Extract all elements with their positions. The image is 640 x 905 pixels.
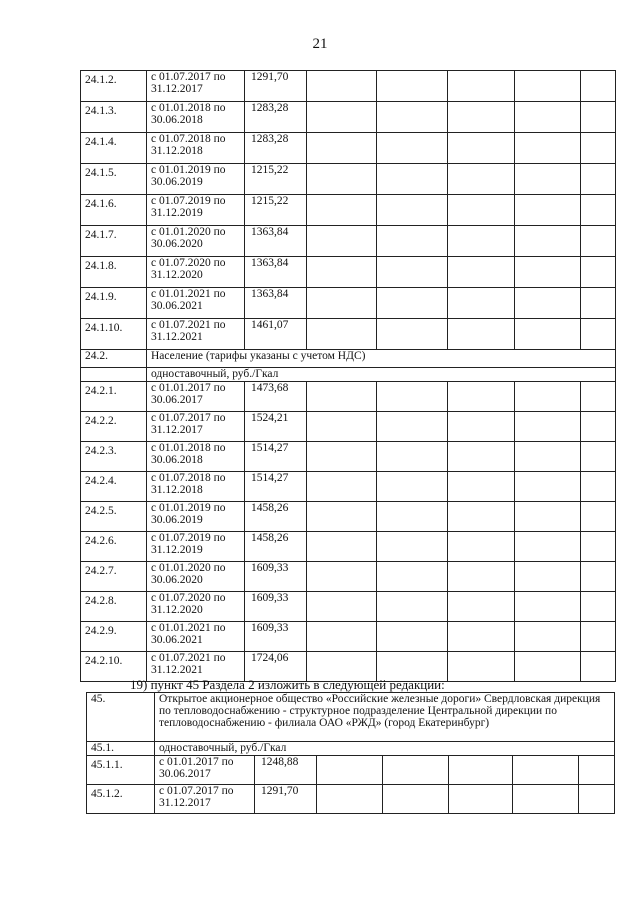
empty-cell xyxy=(377,71,448,102)
empty-cell xyxy=(377,382,448,412)
empty-cell xyxy=(377,412,448,442)
table-row xyxy=(81,382,616,412)
row-number: 45.1.2. xyxy=(87,785,155,814)
section-heading: 19) пункт 45 Раздела 2 изложить в следующей редакции: xyxy=(130,677,445,692)
empty-cell xyxy=(581,442,616,472)
row-number: 24.2. xyxy=(81,350,147,368)
empty-cell xyxy=(581,319,616,350)
empty-cell xyxy=(448,562,515,592)
empty-cell xyxy=(581,592,616,622)
empty-cell xyxy=(515,102,581,133)
table-row xyxy=(81,562,616,592)
row-number: 24.1.7. xyxy=(81,226,147,257)
empty-cell xyxy=(448,71,515,102)
row-number: 24.2.2. xyxy=(81,412,147,442)
period-cell: с 01.01.2018 по 30.06.2018 xyxy=(147,442,245,472)
period-cell: с 01.01.2017 по 30.06.2017 xyxy=(155,756,255,785)
table-row xyxy=(81,442,616,472)
period-cell: с 01.07.2017 по 31.12.2017 xyxy=(155,785,255,814)
empty-cell xyxy=(81,368,147,382)
table-row xyxy=(81,319,616,350)
empty-cell xyxy=(377,195,448,226)
empty-cell xyxy=(581,102,616,133)
tariff-value: 1283,28 xyxy=(245,102,307,133)
unit-row-24-2 xyxy=(81,368,616,382)
empty-cell xyxy=(307,257,377,288)
empty-cell xyxy=(307,532,377,562)
empty-cell xyxy=(581,164,616,195)
table-row xyxy=(81,102,616,133)
empty-cell xyxy=(513,756,579,785)
empty-cell xyxy=(307,164,377,195)
table-row xyxy=(81,133,616,164)
table-row xyxy=(81,288,616,319)
table-row xyxy=(81,472,616,502)
empty-cell xyxy=(377,257,448,288)
period-cell: с 01.07.2018 по 31.12.2018 xyxy=(147,133,245,164)
period-cell: с 01.07.2019 по 31.12.2019 xyxy=(147,195,245,226)
empty-cell xyxy=(307,288,377,319)
empty-cell xyxy=(377,164,448,195)
tariff-table-24 xyxy=(80,70,616,682)
empty-cell xyxy=(377,472,448,502)
page-number: 21 xyxy=(312,36,328,52)
empty-cell xyxy=(515,257,581,288)
org-name: Открытое акционерное общество «Российские железные дороги» Свердловская дирекция по тепловодоснабжению - структурное подразделение Центральной дирекции по тепловодоснабжению - филиала ОАО «РЖД» (город Екатеринбург) xyxy=(155,693,615,742)
group-row-24-2 xyxy=(81,350,616,368)
empty-cell xyxy=(448,257,515,288)
empty-cell xyxy=(581,133,616,164)
tariff-value: 1461,07 xyxy=(245,319,307,350)
empty-cell xyxy=(448,532,515,562)
empty-cell xyxy=(515,472,581,502)
empty-cell xyxy=(581,226,616,257)
empty-cell xyxy=(377,102,448,133)
empty-cell xyxy=(383,756,449,785)
empty-cell xyxy=(515,133,581,164)
empty-cell xyxy=(307,319,377,350)
table-row xyxy=(81,502,616,532)
empty-cell xyxy=(307,102,377,133)
tariff-value: 1363,84 xyxy=(245,288,307,319)
row-number: 24.2.8. xyxy=(81,592,147,622)
period-cell: с 01.07.2017 по 31.12.2017 xyxy=(147,412,245,442)
empty-cell xyxy=(317,785,383,814)
row-number: 24.2.4. xyxy=(81,472,147,502)
empty-cell xyxy=(377,226,448,257)
empty-cell xyxy=(515,319,581,350)
tariff-value: 1215,22 xyxy=(245,195,307,226)
empty-cell xyxy=(377,442,448,472)
empty-cell xyxy=(307,133,377,164)
empty-cell xyxy=(448,622,515,652)
row-number: 24.1.10. xyxy=(81,319,147,350)
empty-cell xyxy=(515,71,581,102)
period-cell: с 01.01.2021 по 30.06.2021 xyxy=(147,622,245,652)
empty-cell xyxy=(515,382,581,412)
empty-cell xyxy=(377,133,448,164)
empty-cell xyxy=(448,502,515,532)
empty-cell xyxy=(581,652,616,682)
tariff-value: 1458,26 xyxy=(245,502,307,532)
table-row xyxy=(81,226,616,257)
empty-cell xyxy=(377,622,448,652)
tariff-value: 1724,06 xyxy=(245,652,307,682)
period-cell: с 01.01.2018 по 30.06.2018 xyxy=(147,102,245,133)
period-cell: с 01.07.2021 по 31.12.2021 xyxy=(147,319,245,350)
period-cell: с 01.07.2020 по 31.12.2020 xyxy=(147,257,245,288)
empty-cell xyxy=(307,195,377,226)
tariff-value: 1473,68 xyxy=(245,382,307,412)
empty-cell xyxy=(448,164,515,195)
empty-cell xyxy=(307,562,377,592)
tariff-value: 1609,33 xyxy=(245,592,307,622)
period-cell: с 01.01.2020 по 30.06.2020 xyxy=(147,562,245,592)
unit-label: одноставочный, руб./Гкал xyxy=(155,742,615,756)
row-number: 24.1.3. xyxy=(81,102,147,133)
empty-cell xyxy=(307,592,377,622)
empty-cell xyxy=(307,71,377,102)
empty-cell xyxy=(307,502,377,532)
empty-cell xyxy=(581,532,616,562)
empty-cell xyxy=(448,412,515,442)
unit-row-45-1 xyxy=(87,742,615,756)
period-cell: с 01.01.2019 по 30.06.2019 xyxy=(147,502,245,532)
row-number: 24.2.9. xyxy=(81,622,147,652)
empty-cell xyxy=(515,622,581,652)
table-row xyxy=(87,785,615,814)
empty-cell xyxy=(515,164,581,195)
org-row xyxy=(87,693,615,742)
row-number: 24.2.10. xyxy=(81,652,147,682)
table-row xyxy=(81,622,616,652)
period-cell: с 01.01.2019 по 30.06.2019 xyxy=(147,164,245,195)
empty-cell xyxy=(581,622,616,652)
row-number: 24.2.3. xyxy=(81,442,147,472)
empty-cell xyxy=(449,785,513,814)
table-row xyxy=(81,71,616,102)
empty-cell xyxy=(377,532,448,562)
empty-cell xyxy=(515,592,581,622)
empty-cell xyxy=(581,562,616,592)
empty-cell xyxy=(307,472,377,502)
empty-cell xyxy=(307,622,377,652)
empty-cell xyxy=(515,442,581,472)
tariff-value: 1215,22 xyxy=(245,164,307,195)
empty-cell xyxy=(377,319,448,350)
tariff-value: 1363,84 xyxy=(245,226,307,257)
empty-cell xyxy=(307,412,377,442)
row-number: 45. xyxy=(87,693,155,742)
row-number: 24.1.8. xyxy=(81,257,147,288)
row-number: 24.1.6. xyxy=(81,195,147,226)
group-title: Население (тарифы указаны с учетом НДС) xyxy=(147,350,616,368)
empty-cell xyxy=(579,756,615,785)
empty-cell xyxy=(515,532,581,562)
empty-cell xyxy=(515,226,581,257)
empty-cell xyxy=(515,652,581,682)
empty-cell xyxy=(448,288,515,319)
tariff-value: 1458,26 xyxy=(245,532,307,562)
empty-cell xyxy=(448,102,515,133)
table-row xyxy=(81,532,616,562)
tariff-value: 1291,70 xyxy=(255,785,317,814)
table-row xyxy=(81,412,616,442)
empty-cell xyxy=(448,442,515,472)
empty-cell xyxy=(581,288,616,319)
empty-cell xyxy=(448,195,515,226)
empty-cell xyxy=(448,382,515,412)
row-number: 24.1.5. xyxy=(81,164,147,195)
period-cell: с 01.01.2017 по 30.06.2017 xyxy=(147,382,245,412)
tariff-value: 1524,21 xyxy=(245,412,307,442)
empty-cell xyxy=(513,785,579,814)
period-cell: с 01.07.2017 по 31.12.2017 xyxy=(147,71,245,102)
row-number: 24.2.7. xyxy=(81,562,147,592)
row-number: 24.2.6. xyxy=(81,532,147,562)
table-row xyxy=(87,756,615,785)
empty-cell xyxy=(448,319,515,350)
period-cell: с 01.01.2021 по 30.06.2021 xyxy=(147,288,245,319)
row-number: 45.1.1. xyxy=(87,756,155,785)
empty-cell xyxy=(377,562,448,592)
empty-cell xyxy=(579,785,615,814)
row-number: 24.2.1. xyxy=(81,382,147,412)
tariff-value: 1363,84 xyxy=(245,257,307,288)
empty-cell xyxy=(307,442,377,472)
empty-cell xyxy=(448,472,515,502)
empty-cell xyxy=(515,562,581,592)
tariff-value: 1609,33 xyxy=(245,622,307,652)
empty-cell xyxy=(581,472,616,502)
empty-cell xyxy=(581,382,616,412)
table-row xyxy=(81,257,616,288)
empty-cell xyxy=(515,412,581,442)
empty-cell xyxy=(377,592,448,622)
period-cell: с 01.07.2018 по 31.12.2018 xyxy=(147,472,245,502)
empty-cell xyxy=(448,133,515,164)
empty-cell xyxy=(581,412,616,442)
row-number: 24.1.9. xyxy=(81,288,147,319)
empty-cell xyxy=(317,756,383,785)
empty-cell xyxy=(448,652,515,682)
tariff-value: 1283,28 xyxy=(245,133,307,164)
row-number: 24.1.2. xyxy=(81,71,147,102)
tariff-value: 1514,27 xyxy=(245,442,307,472)
tariff-value: 1248,88 xyxy=(255,756,317,785)
row-number: 45.1. xyxy=(87,742,155,756)
empty-cell xyxy=(515,502,581,532)
empty-cell xyxy=(581,257,616,288)
tariff-table-45 xyxy=(86,692,615,814)
tariff-value: 1291,70 xyxy=(245,71,307,102)
period-cell: с 01.01.2020 по 30.06.2020 xyxy=(147,226,245,257)
row-number: 24.2.5. xyxy=(81,502,147,532)
empty-cell xyxy=(448,226,515,257)
empty-cell xyxy=(377,288,448,319)
period-cell: с 01.07.2021 по 31.12.2021 xyxy=(147,652,245,682)
empty-cell xyxy=(448,592,515,622)
period-cell: с 01.07.2019 по 31.12.2019 xyxy=(147,532,245,562)
table-row xyxy=(81,195,616,226)
row-number: 24.1.4. xyxy=(81,133,147,164)
empty-cell xyxy=(383,785,449,814)
empty-cell xyxy=(515,195,581,226)
period-cell: с 01.07.2020 по 31.12.2020 xyxy=(147,592,245,622)
empty-cell xyxy=(515,288,581,319)
tariff-value: 1514,27 xyxy=(245,472,307,502)
empty-cell xyxy=(581,71,616,102)
empty-cell xyxy=(449,756,513,785)
tariff-value: 1609,33 xyxy=(245,562,307,592)
empty-cell xyxy=(307,226,377,257)
unit-label: одноставочный, руб./Гкал xyxy=(147,368,616,382)
table-row xyxy=(81,592,616,622)
empty-cell xyxy=(377,502,448,532)
table-row xyxy=(81,164,616,195)
empty-cell xyxy=(581,195,616,226)
empty-cell xyxy=(307,382,377,412)
empty-cell xyxy=(581,502,616,532)
